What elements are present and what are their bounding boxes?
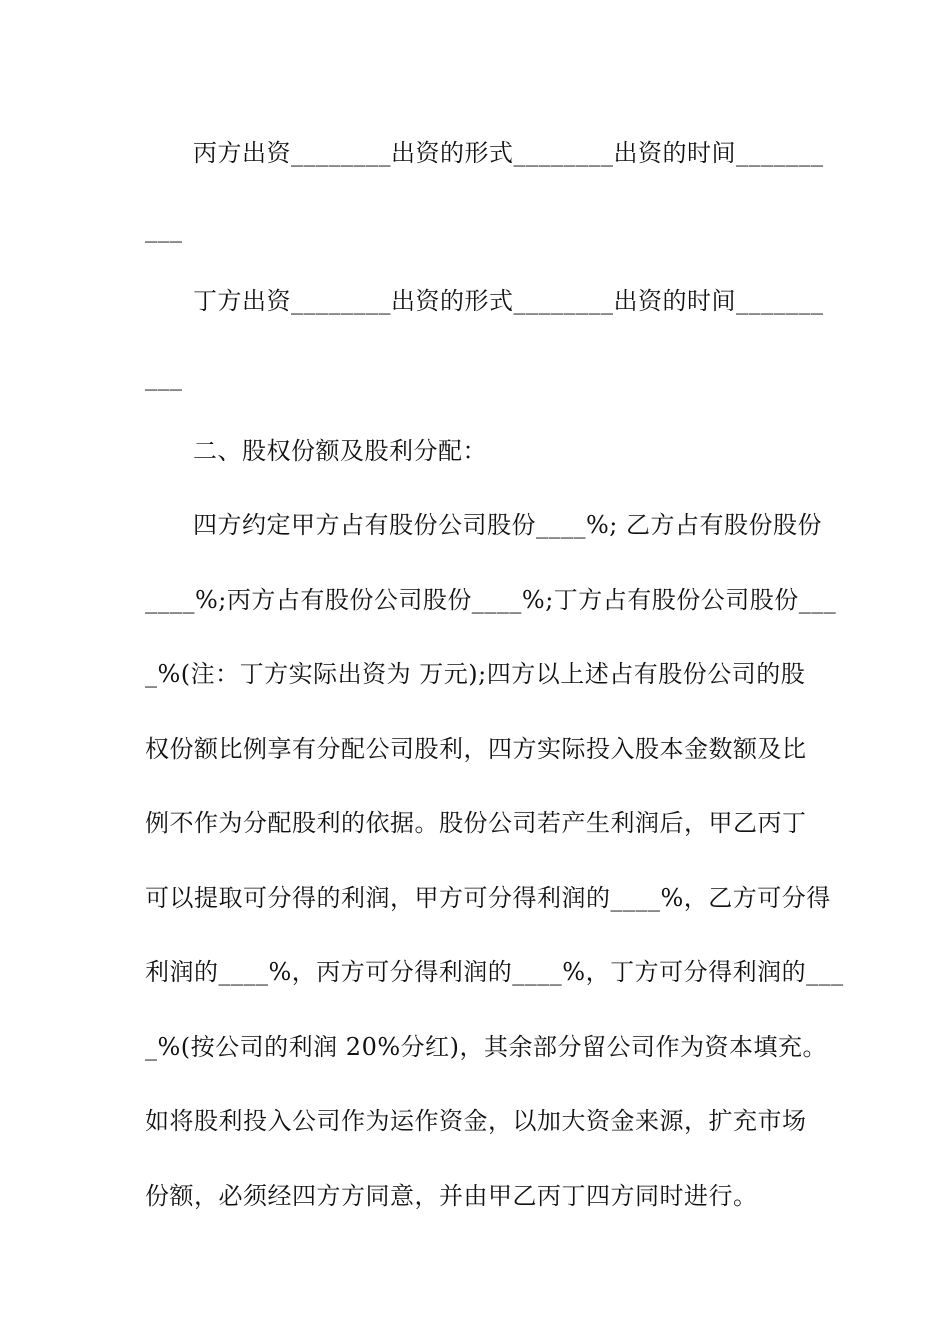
- party-c-contribution-continuation: ___: [145, 215, 183, 243]
- paragraph-line: 权份额比例享有分配公司股利，四方实际投入股本金数额及比: [145, 735, 807, 763]
- paragraph-line: 四方约定甲方占有股份公司股份____%; 乙方占有股份股份: [193, 511, 823, 539]
- paragraph-line: 份额，必须经四方方同意，并由甲乙丙丁四方同时进行。: [145, 1182, 758, 1210]
- paragraph-line: 如将股利投入公司作为运作资金，以加大资金来源，扩充市场: [145, 1107, 807, 1135]
- party-d-contribution-line: 丁方出资________出资的形式________出资的时间_______: [193, 287, 824, 315]
- section-heading-equity: 二、股权份额及股利分配：: [193, 437, 487, 465]
- paragraph-line: 利润的____%，丙方可分得利润的____%，丁方可分得利润的___: [145, 958, 844, 986]
- paragraph-line: _%(注：丁方实际出资为 万元);四方以上述占有股份公司的股: [145, 660, 806, 688]
- paragraph-line: 可以提取可分得的利润，甲方可分得利润的____%，乙方可分得: [145, 884, 831, 912]
- party-d-contribution-continuation: ___: [145, 363, 183, 391]
- paragraph-line: _%(按公司的利润 20%分红)，其余部分留公司作为资本填充。: [145, 1033, 828, 1061]
- paragraph-line: 例不作为分配股利的依据。股份公司若产生利润后，甲乙丙丁: [145, 809, 807, 837]
- party-c-contribution-line: 丙方出资________出资的形式________出资的时间_______: [193, 139, 824, 167]
- paragraph-line: ____%;丙方占有股份公司股份____%;丁方占有股份公司股份___: [145, 586, 837, 614]
